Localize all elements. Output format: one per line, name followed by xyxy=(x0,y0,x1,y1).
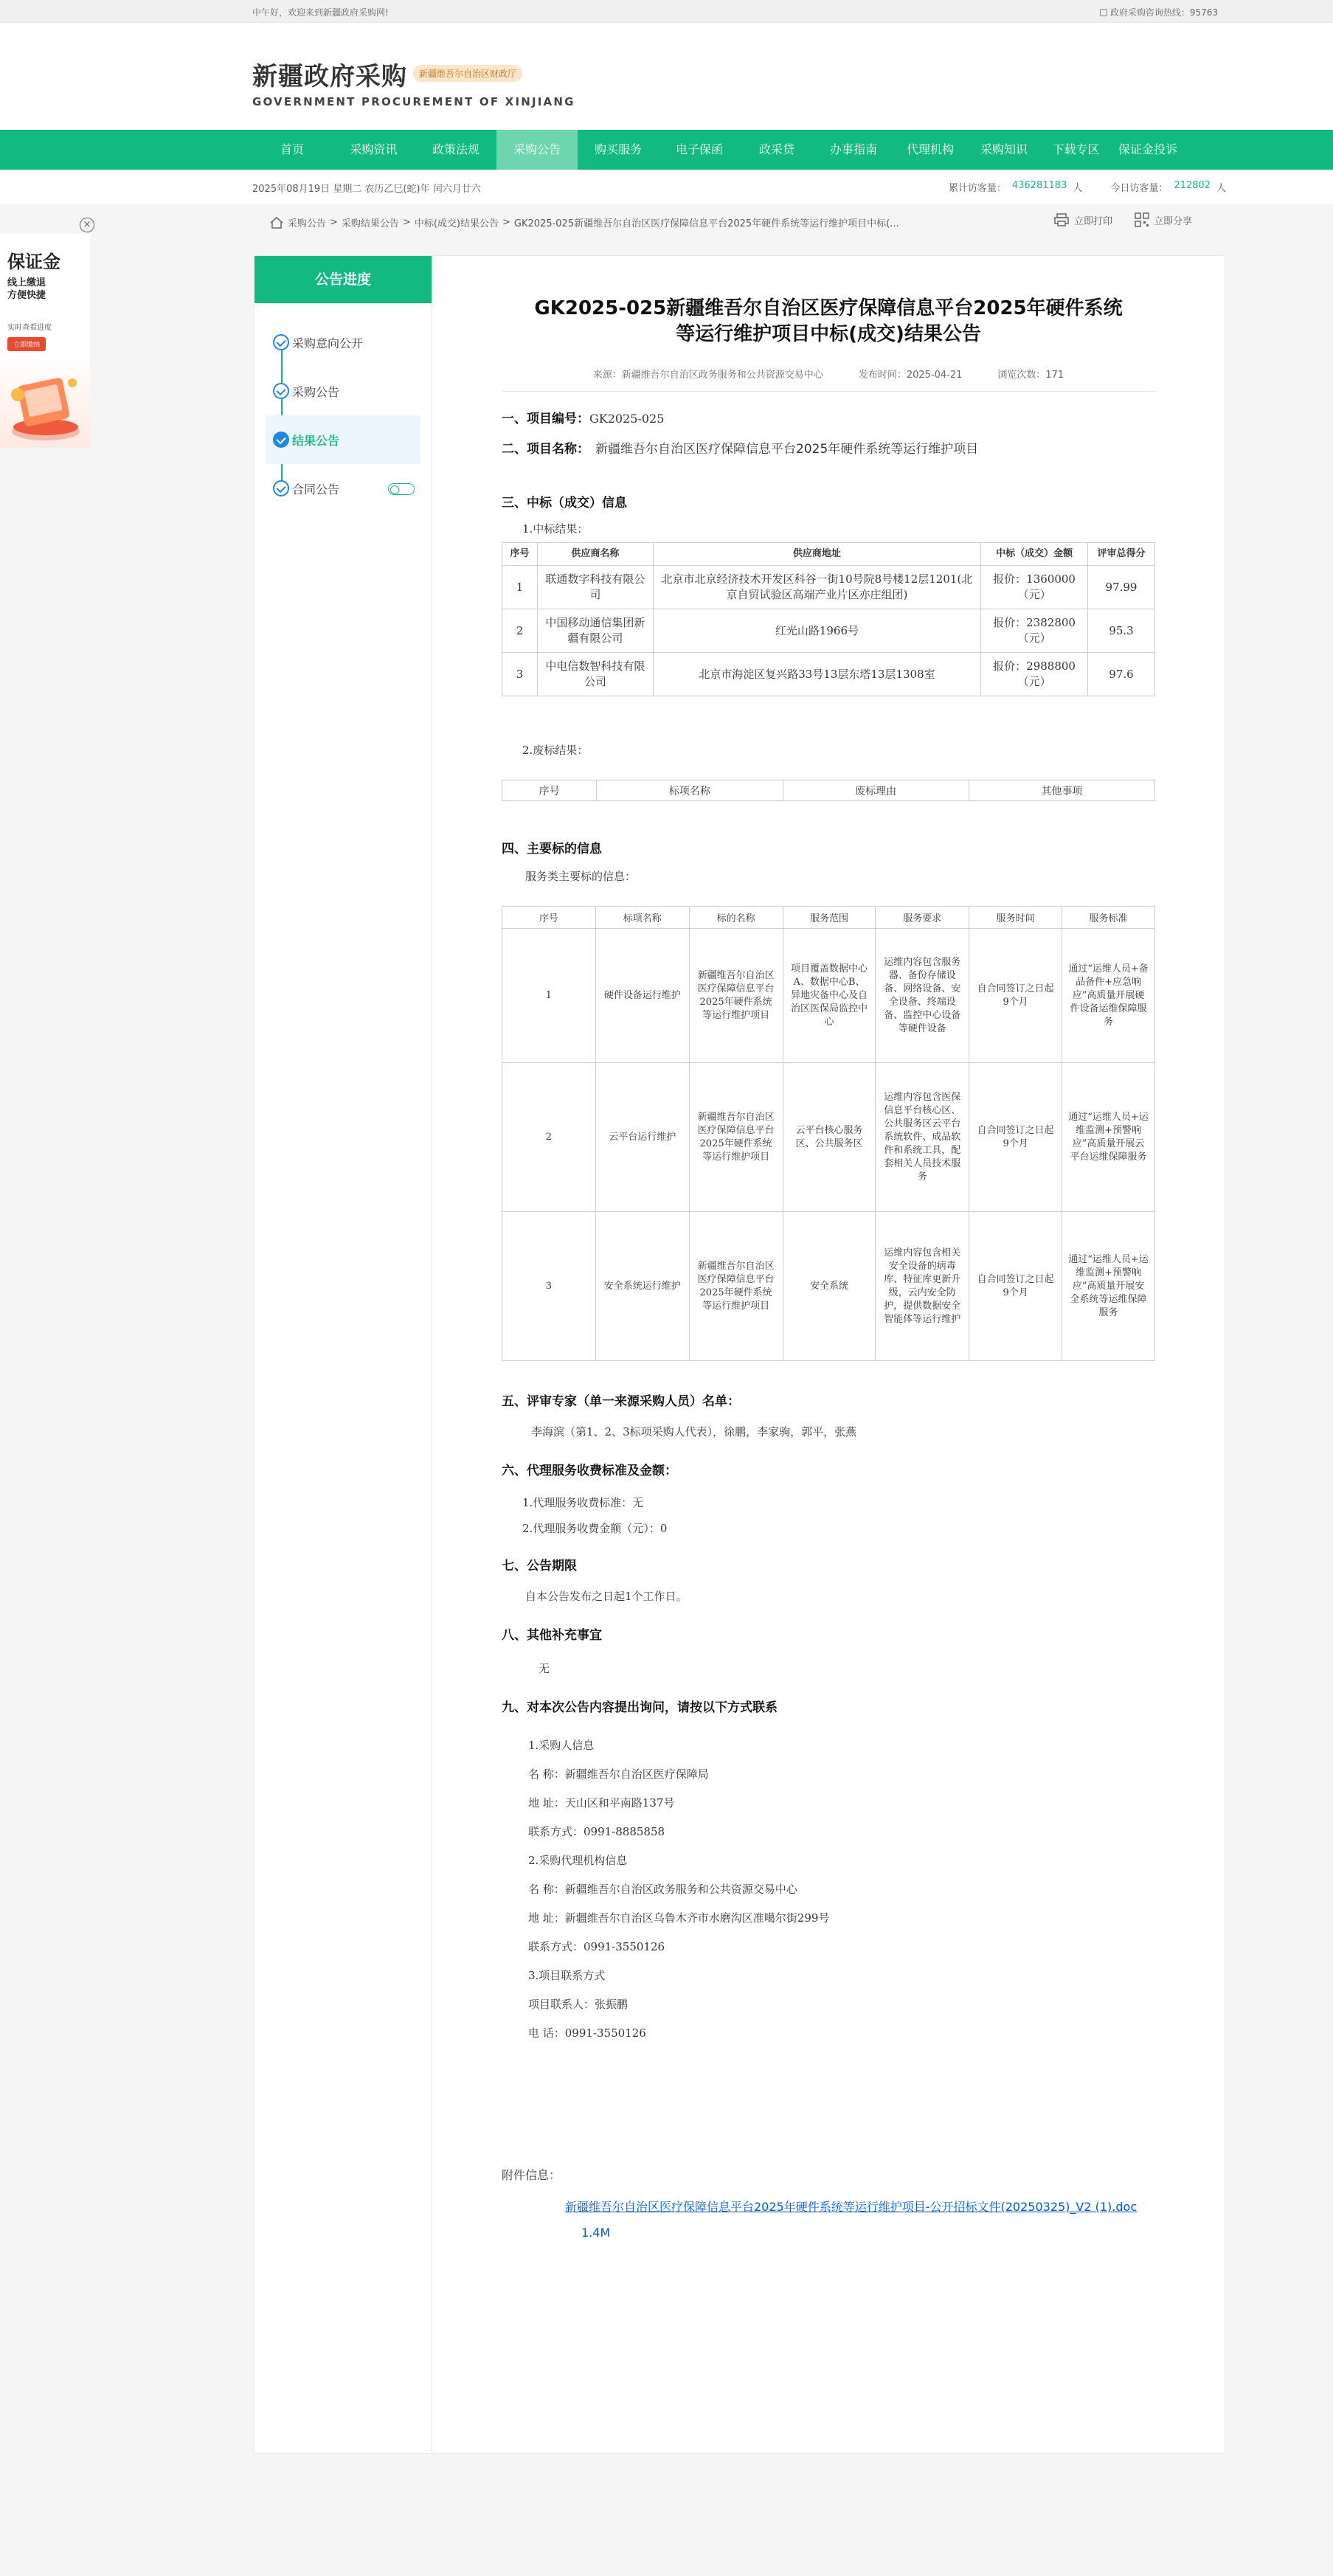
today-visits-value: 212802 xyxy=(1174,180,1211,191)
print-button[interactable]: 立即打印 xyxy=(1053,212,1112,227)
contact-line: 3.项目联系方式 xyxy=(528,1969,606,1982)
nav-news[interactable]: 采购资讯 xyxy=(350,142,398,156)
nav-deposit-complaint[interactable]: 保证金投诉 xyxy=(1118,142,1177,156)
project-name: 新疆维吾尔自治区医疗保障信息平台2025年硬件系统等运行维护项目 xyxy=(595,442,979,457)
items-subtitle: 服务类主要标的信息： xyxy=(525,870,637,883)
contact-line: 名 称：新疆维吾尔自治区医疗保障局 xyxy=(528,1767,709,1781)
attachments-label: 附件信息： xyxy=(502,2168,561,2182)
nav-downloads[interactable]: 下载专区 xyxy=(1052,142,1100,156)
home-icon[interactable] xyxy=(269,217,284,229)
progress-steps xyxy=(255,303,432,513)
table-row: 3 安全系统运行维护 新疆维吾尔自治区医疗保障信息平台2025年硬件系统等运行维护项目 安全系统 运维内容包含相关安全设备的病毒库、特征库更新升级，云内安全防护，提供数据安全智能体等运行维护 自合同签订之日起9个月 通过“运维人员+运维监测+预警响应”高质量开展安全系统等运维保障服务 xyxy=(502,1212,1155,1361)
page-title: GK2025-025新疆维吾尔自治区医疗保障信息平台2025年硬件系统等运行维护项目中标(成交)结果公告 xyxy=(534,297,1123,345)
today-visits-label: 今日访客量： xyxy=(1110,183,1168,194)
step-result[interactable]: 结果公告 xyxy=(266,415,420,464)
table-header: 序号 标项名称 标的名称 服务范围 服务要求 服务时间 服务标准 xyxy=(502,907,1155,929)
step-contract[interactable]: 合同公告 xyxy=(266,464,420,513)
ad-pay-button[interactable]: 立即缴纳 xyxy=(7,337,46,351)
contact-line: 联系方式：0991-3550126 xyxy=(528,1940,665,1953)
contact-line: 地 址：天山区和平南路137号 xyxy=(528,1796,675,1810)
nav-policy[interactable]: 政策法规 xyxy=(432,142,479,156)
notice-content xyxy=(432,255,1225,2454)
section-1-label: 一、项目编号： xyxy=(502,412,589,426)
section-2-label: 二、项目名称： xyxy=(502,442,589,457)
printer-icon xyxy=(1053,212,1070,227)
page-actions xyxy=(1053,212,1192,227)
qrcode-icon xyxy=(1135,212,1149,227)
contact-line: 电 话：0991-3550126 xyxy=(528,2026,646,2040)
contact-info xyxy=(528,1731,1155,2048)
section-8-heading: 八、其他补充事宜 xyxy=(502,1628,602,1643)
table-row: 1 联通数字科技有限公司 北京市北京经济技术开发区科谷一街10号院8号楼12层1201(北京自贸试验区高端产业片区亦庄组团) 报价：1360000（元） 97.99 xyxy=(502,566,1155,609)
nav-knowledge[interactable]: 采购知识 xyxy=(980,142,1028,156)
notice-period: 自本公告发布之日起1个工作日。 xyxy=(525,1590,688,1603)
ad-small-text: 实时查看进度 xyxy=(7,324,52,332)
section-5-heading: 五、评审专家（单一来源采购人员）名单： xyxy=(502,1394,740,1409)
site-logo[interactable] xyxy=(252,56,575,108)
section-7-heading: 七、公告期限 xyxy=(502,1559,577,1573)
nav-announcements[interactable]: 采购公告 xyxy=(496,130,578,170)
progress-panel xyxy=(254,255,432,2454)
attachment-item xyxy=(565,2198,1155,2240)
breadcrumb: 采购公告 > 采购结果公告 > 中标(成交)结果公告 > GK2025-025新疆维吾尔自治区医疗保障信息平台2025年硬件系统等运行维护项目中标(... xyxy=(269,215,899,229)
visitor-stats xyxy=(949,180,1226,194)
award-result-label: 1.中标结果： xyxy=(522,522,589,536)
current-date: 2025年08月19日 星期二 农历乙巳(蛇)年 闰六月廿六 xyxy=(252,184,481,195)
share-button[interactable]: 立即分享 xyxy=(1135,212,1192,227)
close-icon[interactable]: × xyxy=(80,218,94,232)
welcome-text: 中午好，欢迎来到新疆政府采购网! xyxy=(252,7,389,18)
logo-chinese: 新疆政府采购 xyxy=(252,62,407,91)
nav-purchase-service[interactable]: 购买服务 xyxy=(594,142,642,156)
notice-source: 来源：新疆维吾尔自治区政务服务和公共资源交易中心 xyxy=(592,370,823,381)
side-ad-deposit[interactable] xyxy=(0,218,90,450)
fee-standard: 1.代理服务收费标准：无 xyxy=(522,1496,644,1509)
other-matters: 无 xyxy=(539,1662,550,1675)
items-table xyxy=(502,906,1155,1361)
ad-title: 保证金 xyxy=(7,252,60,272)
contact-line: 地 址：新疆维吾尔自治区乌鲁木齐市水磨沟区准噶尔街299号 xyxy=(528,1911,830,1925)
contact-line: 名 称：新疆维吾尔自治区政务服务和公共资源交易中心 xyxy=(528,1883,797,1896)
site-header xyxy=(0,23,1333,130)
nav-e-guarantee[interactable]: 电子保函 xyxy=(675,142,723,156)
progress-title: 公告进度 xyxy=(255,256,432,303)
table-row: 1 硬件设备运行维护 新疆维吾尔自治区医疗保障信息平台2025年硬件系统等运行维护项目 项目覆盖数据中心A、数据中心B、异地灾备中心及自治区医保局监控中心 运维内容包含服务器、备份存储设备、网络设备、安全设备、终端设备、监控中心设备等硬件设备 自合同签订之日起9个月 通过“运维人员+备品备件+应急响应”高质量开展硬件设备运维保障服务 xyxy=(502,929,1155,1063)
ad-body[interactable] xyxy=(0,234,90,448)
notice-meta xyxy=(502,367,1155,392)
check-circle-icon xyxy=(273,334,289,350)
nav-loan[interactable]: 政采贷 xyxy=(758,142,794,156)
total-visits-unit: 人 xyxy=(1073,183,1083,194)
total-visits-value: 436281183 xyxy=(1011,180,1067,191)
breadcrumb-announcements[interactable]: 采购公告 xyxy=(288,218,327,229)
main-nav xyxy=(0,130,1333,170)
nav-guide[interactable]: 办事指南 xyxy=(829,142,877,156)
step-intent[interactable]: 采购意向公开 xyxy=(266,318,420,367)
project-number: GK2025-025 xyxy=(589,412,665,426)
date-bar xyxy=(0,170,1333,204)
total-visits-label: 累计访客量： xyxy=(948,183,1006,194)
hotline xyxy=(1100,6,1218,18)
check-circle-icon xyxy=(273,480,289,496)
section-6-heading: 六、代理服务收费标准及金额： xyxy=(502,1464,677,1478)
nav-agencies[interactable]: 代理机构 xyxy=(906,142,954,156)
section-4-heading: 四、主要标的信息 xyxy=(502,842,602,856)
toggle-icon[interactable] xyxy=(388,483,415,495)
phone-icon xyxy=(1100,9,1107,16)
table-row: 2 中国移动通信集团新疆有限公司 红光山路1966号 报价：2382800（元） 95.3 xyxy=(502,609,1155,653)
check-circle-icon xyxy=(273,432,289,448)
notice-views: 浏览次数：171 xyxy=(997,370,1064,381)
nav-home[interactable]: 首页 xyxy=(280,142,304,156)
fail-table xyxy=(502,780,1155,801)
breadcrumb-current: GK2025-025新疆维吾尔自治区医疗保障信息平台2025年硬件系统等运行维护项目中标(... xyxy=(513,218,899,229)
table-header: 序号 标项名称 废标理由 其他事项 xyxy=(502,780,1155,801)
attachment-size: 1.4M xyxy=(581,2226,611,2240)
attachment-link[interactable]: 新疆维吾尔自治区医疗保障信息平台2025年硬件系统等运行维护项目-公开招标文件(20250325)_V2 (1).doc xyxy=(565,2200,1138,2214)
table-header: 序号 供应商名称 供应商地址 中标（成交）金额 评审总得分 xyxy=(502,543,1155,566)
contact-line: 项目联系人：张振鹏 xyxy=(528,1998,629,2011)
today-visits-unit: 人 xyxy=(1216,183,1226,194)
step-procurement[interactable]: 采购公告 xyxy=(266,367,420,415)
experts-list: 李海滨（第1、2、3标项采购人代表），徐鹏，李家驹，郭平，张燕 xyxy=(531,1425,857,1438)
contact-line: 联系方式：0991-8885858 xyxy=(528,1825,665,1838)
section-9-heading: 九、对本次公告内容提出询问，请按以下方式联系 xyxy=(502,1700,778,1715)
table-row: 3 中电信数智科技有限公司 北京市海淀区复兴路33号13层东塔13层1308室 报价：2988800（元） 97.6 xyxy=(502,653,1155,696)
award-table xyxy=(502,542,1155,696)
fee-amount: 2.代理服务收费金额（元）：0 xyxy=(522,1522,668,1535)
section-3-heading: 三、中标（成交）信息 xyxy=(502,496,627,510)
breadcrumb-award-result[interactable]: 中标(成交)结果公告 xyxy=(414,218,499,229)
breadcrumb-result[interactable]: 采购结果公告 xyxy=(341,218,399,229)
top-bar xyxy=(0,0,1333,23)
logo-english: GOVERNMENT PROCUREMENT OF XINJIANG xyxy=(252,95,575,108)
contact-line: 2.采购代理机构信息 xyxy=(528,1854,628,1867)
table-row: 2 云平台运行维护 新疆维吾尔自治区医疗保障信息平台2025年硬件系统等运行维护项目 云平台核心服务区、公共服务区 运维内容包含医保信息平台核心区、公共服务区云平台系统软件、成品软件和系统工具，配套相关人员技术服务 自合同签订之日起9个月 通过“运维人员+运维监测+预警响应”高质量开展云平台运维保障服务 xyxy=(502,1063,1155,1212)
ad-illustration-icon xyxy=(7,367,87,442)
contact-line: 1.采购人信息 xyxy=(528,1739,595,1752)
check-circle-icon xyxy=(273,383,289,399)
fail-result-label: 2.废标结果： xyxy=(522,744,589,757)
logo-tag: 新疆维吾尔自治区财政厅 xyxy=(413,65,522,82)
ad-subtitle: 线上缴退 方便快捷 xyxy=(7,277,46,301)
notice-publish-time: 发布时间：2025-04-21 xyxy=(858,370,963,381)
hotline-text: 政府采购咨询热线：95763 xyxy=(1109,7,1218,18)
